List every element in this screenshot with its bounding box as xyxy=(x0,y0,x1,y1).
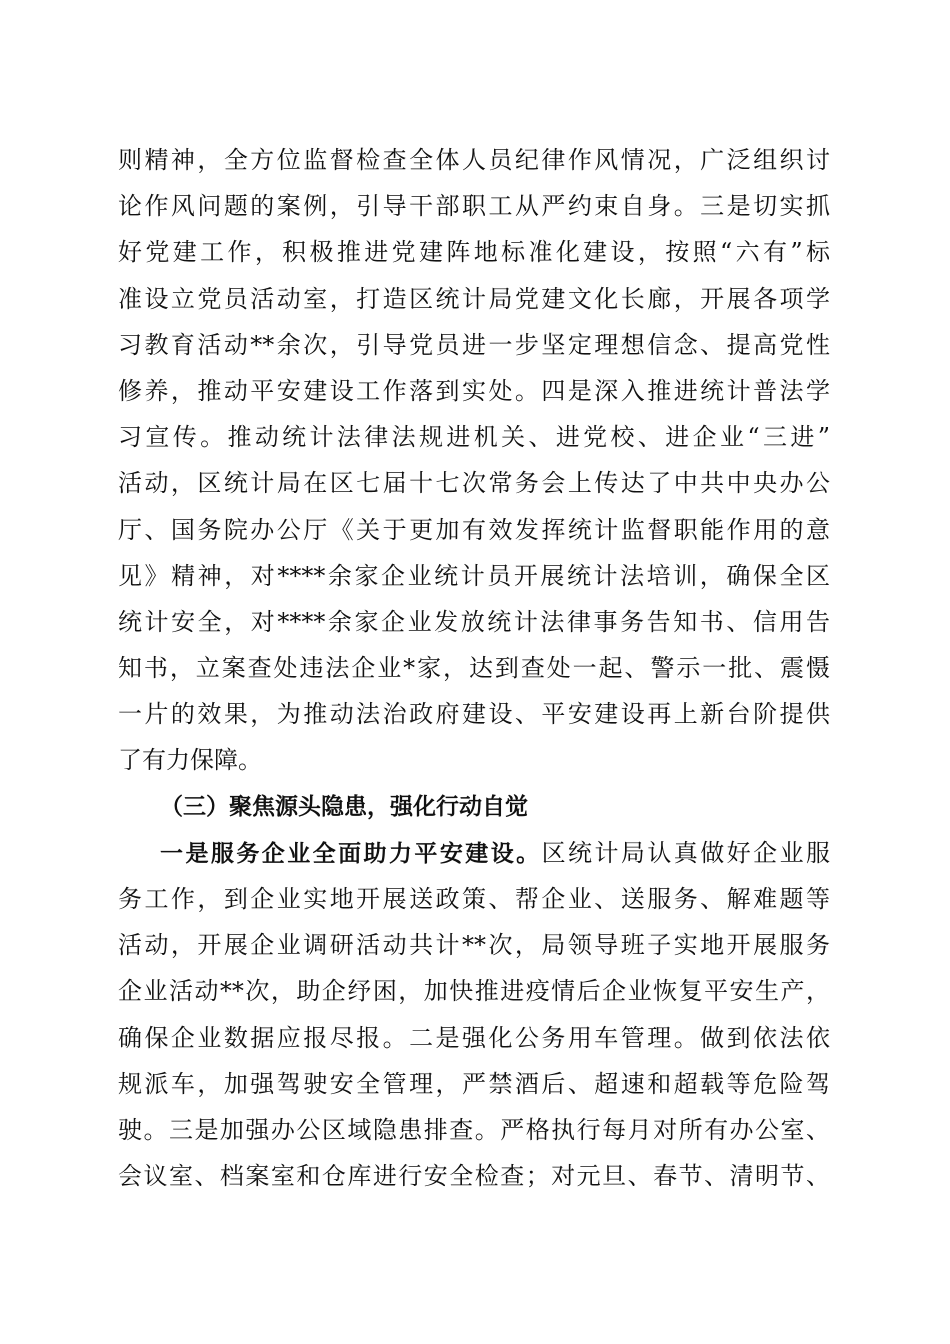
paragraph-line: 知书，立案查处违法企业*家，达到查处一起、警示一批、震慑 xyxy=(118,654,830,683)
paragraph-line: 确保企业数据应报尽报。二是强化公务用车管理。做到依法依 xyxy=(118,1023,830,1052)
paragraph-line: 论作风问题的案例，引导干部职工从严约束自身。三是切实抓 xyxy=(118,192,830,221)
paragraph-line: 一片的效果，为推动法治政府建设、平安建设再上新台阶提供 xyxy=(118,700,830,729)
paragraph-line: 驶。三是加强办公区域隐患排查。严格执行每月对所有办公室、 xyxy=(118,1115,830,1144)
paragraph-line: 务工作，到企业实地开展送政策、帮企业、送服务、解难题等 xyxy=(118,885,830,913)
paragraph-line: 习宣传。推动统计法律法规进机关、进党校、进企业“三进” xyxy=(118,423,830,452)
paragraph-line: 活动，区统计局在区七届十七次常务会上传达了中共中央办公 xyxy=(118,469,830,498)
section-heading: （三）聚焦源头隐患，强化行动自觉 xyxy=(160,793,528,820)
lead-bold-text: 一是服务企业全面助力平安建设。 xyxy=(160,840,542,867)
paragraph-line: 会议室、档案室和仓库进行安全检查；对元旦、春节、清明节、 xyxy=(118,1162,830,1191)
paragraph-lead-line xyxy=(118,830,830,876)
paragraph-line: 习教育活动**余次，引导党员进一步坚定理想信念、提高党性 xyxy=(118,330,830,359)
paragraph-line: 规派车，加强驾驶安全管理，严禁酒后、超速和超载等危险驾 xyxy=(118,1069,830,1098)
document-body xyxy=(118,137,830,1199)
paragraph-line: 企业活动**次，助企纾困，加快推进疫情后企业恢复平安生产， xyxy=(118,977,830,1006)
paragraph-line: 准设立党员活动室，打造区统计局党建文化长廊，开展各项学 xyxy=(118,284,830,313)
paragraph-line: 好党建工作，积极推进党建阵地标准化建设，按照“六有”标 xyxy=(118,238,830,267)
paragraph-line: 修养，推动平安建设工作落到实处。四是深入推进统计普法学 xyxy=(118,376,830,405)
paragraph-line: 厅、国务院办公厅《关于更加有效发挥统计监督职能作用的意 xyxy=(118,515,830,544)
paragraph-line: 统计安全，对****余家企业发放统计法律事务告知书、信用告 xyxy=(118,607,830,636)
paragraph-line: 见》精神，对****余家企业统计员开展统计法培训，确保全区 xyxy=(118,561,830,590)
paragraph-line: 活动，开展企业调研活动共计**次，局领导班子实地开展服务 xyxy=(118,931,830,960)
paragraph-line: 了有力保障。 xyxy=(118,746,262,775)
paragraph-line: 则精神，全方位监督检查全体人员纪律作风情况，广泛组织讨 xyxy=(118,146,830,174)
lead-rest-text: 区统计局认真做好企业服 xyxy=(541,838,831,867)
